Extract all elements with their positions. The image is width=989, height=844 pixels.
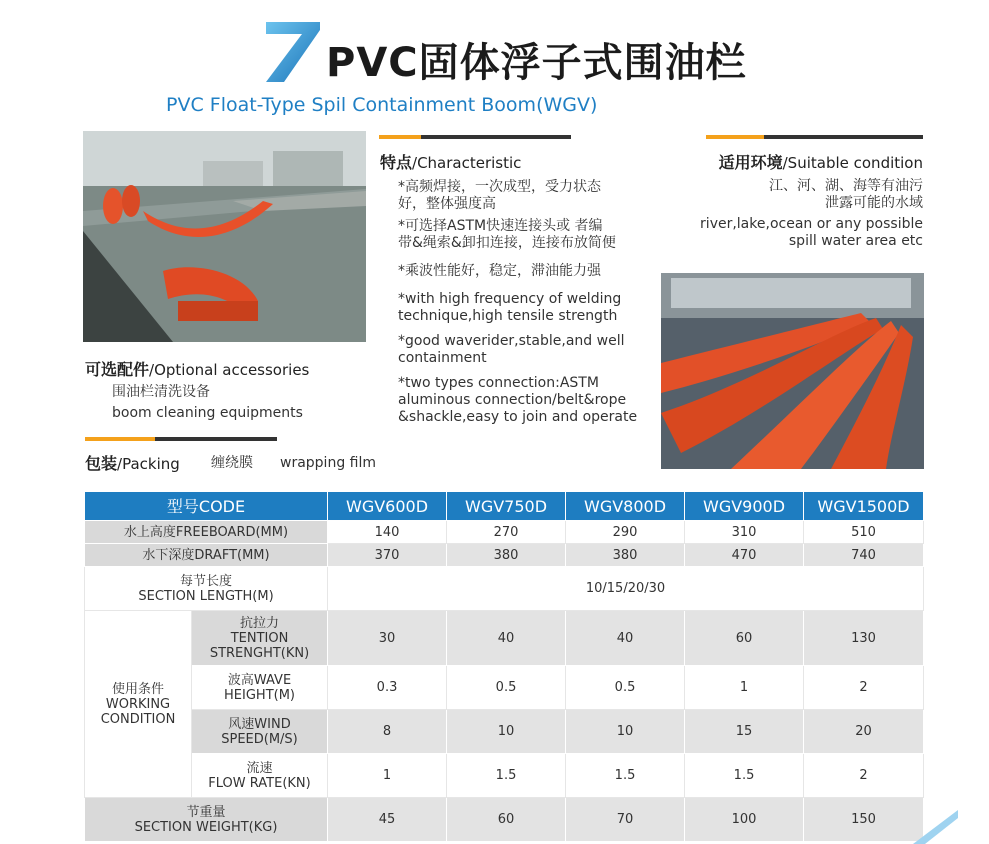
table-cell: 0.5: [566, 666, 685, 710]
table-cell: 270: [447, 521, 566, 544]
table-cell: 380: [566, 544, 685, 567]
table-row-tension: [85, 611, 924, 666]
table-cell: 60: [685, 611, 804, 666]
tension-label-en: TENTION: [230, 630, 289, 646]
spec-table: [84, 491, 924, 842]
row-label: 水上高度FREEBOARD(MM): [85, 521, 328, 544]
table-cell: 1.5: [447, 754, 566, 798]
packing-item-cn: 缠绕膜: [211, 455, 253, 471]
table-cell: 10/15/20/30: [328, 567, 924, 611]
working-condition-label: [85, 611, 192, 798]
table-row-draft: [85, 544, 924, 567]
table-cell: 70: [566, 798, 685, 842]
characteristic-line: &shackle,easy to join and operate: [398, 409, 638, 425]
table-cell: 1: [685, 666, 804, 710]
packing-heading: 包装/Packing: [85, 454, 180, 473]
row-label: [85, 798, 328, 842]
characteristic-line: *two types connection:ASTM: [398, 375, 599, 391]
table-cell: 510: [804, 521, 924, 544]
table-cell: 2: [804, 754, 924, 798]
table-cell: 140: [328, 521, 447, 544]
table-cell: 15: [685, 710, 804, 754]
suitable-line-en: river,lake,ocean or any possible: [700, 216, 923, 232]
flow-label-en: FLOW RATE(KN): [208, 775, 311, 791]
row-label: [192, 666, 328, 710]
table-cell: 130: [804, 611, 924, 666]
row-label: [192, 754, 328, 798]
row-label: [85, 567, 328, 611]
model-header: WGV900D: [685, 492, 804, 521]
table-cell: 0.3: [328, 666, 447, 710]
suitable-heading: 适用环境/Suitable condition: [718, 153, 923, 172]
packing-divider: [85, 437, 277, 441]
working-label-en: WORKING: [105, 696, 171, 712]
suitable-line-en: spill water area etc: [788, 233, 923, 249]
optional-item-en: boom cleaning equipments: [112, 405, 303, 421]
table-row-section-length: [85, 567, 924, 611]
characteristic-line: *可选择ASTM快速连接头或 者编: [398, 218, 603, 234]
page-subtitle: PVC Float-Type Spil Containment Boom(WGV): [166, 94, 598, 116]
section-length-label-en: SECTION LENGTH(M): [138, 588, 274, 604]
table-cell: 470: [685, 544, 804, 567]
table-header-row: [85, 492, 924, 521]
corner-decoration-icon: [913, 810, 958, 844]
characteristic-line: *good waverider,stable,and well: [398, 333, 625, 349]
section-length-label-cn: 每节长度: [180, 573, 233, 589]
wind-label: 风速WIND: [228, 716, 291, 732]
table-cell: 100: [685, 798, 804, 842]
table-cell: 1.5: [685, 754, 804, 798]
wind-label: SPEED(M/S): [221, 731, 298, 747]
tension-label-en: STRENGHT(KN): [209, 645, 310, 661]
logo-seven-icon: [262, 20, 322, 84]
model-header: WGV800D: [566, 492, 685, 521]
characteristic-line: technique,high tensile strength: [398, 308, 618, 324]
table-cell: 10: [566, 710, 685, 754]
wave-label: HEIGHT(M): [224, 687, 295, 703]
flow-label-cn: 流速: [246, 760, 273, 776]
code-header: 型号CODE: [85, 492, 328, 521]
working-label-cn: 使用条件: [111, 681, 164, 697]
table-row-wind: [85, 710, 924, 754]
characteristic-line: 好，整体强度高: [398, 196, 496, 212]
optional-heading: 可选配件/Optional accessories: [85, 360, 310, 379]
table-row-freeboard: [85, 521, 924, 544]
characteristic-line: 带&绳索&卸扣连接，连接布放简便: [398, 235, 616, 251]
tension-label-cn: 抗拉力: [240, 615, 280, 631]
table-cell: 20: [804, 710, 924, 754]
table-cell: 2: [804, 666, 924, 710]
table-cell: 0.5: [447, 666, 566, 710]
table-cell: 380: [447, 544, 566, 567]
model-header: WGV750D: [447, 492, 566, 521]
table-cell: 1: [328, 754, 447, 798]
characteristic-line: *乘波性能好，稳定，滞油能力强: [398, 263, 601, 279]
table-row-flow: [85, 754, 924, 798]
table-cell: 40: [566, 611, 685, 666]
table-cell: 8: [328, 710, 447, 754]
table-cell: 290: [566, 521, 685, 544]
photo-boom-workshop: [661, 273, 924, 469]
characteristic-line: *高频焊接，一次成型，受力状态: [398, 179, 601, 195]
row-label: [192, 710, 328, 754]
table-cell: 10: [447, 710, 566, 754]
working-label-en: CONDITION: [100, 711, 176, 727]
table-cell: 60: [447, 798, 566, 842]
table-cell: 310: [685, 521, 804, 544]
wave-label: 波高WAVE: [227, 672, 292, 688]
characteristic-heading: 特点/Characteristic: [380, 153, 522, 172]
weight-label-en: SECTION WEIGHT(KG): [134, 819, 278, 835]
table-cell: 40: [447, 611, 566, 666]
optional-item-cn: 围油栏清洗设备: [112, 384, 210, 400]
photo-boom-deployment: [83, 131, 366, 342]
row-label: [192, 611, 328, 666]
packing-item-en: wrapping film: [280, 455, 377, 471]
characteristic-divider: [379, 135, 571, 139]
characteristic-line: aluminous connection/belt&rope: [398, 392, 627, 408]
weight-label-cn: 节重量: [186, 804, 226, 820]
suitable-line-cn: 泄露可能的水域: [825, 195, 923, 211]
table-cell: 740: [804, 544, 924, 567]
table-row-weight: [85, 798, 924, 842]
table-row-wave: [85, 666, 924, 710]
table-cell: 150: [804, 798, 924, 842]
model-header: WGV1500D: [804, 492, 924, 521]
suitable-divider: [706, 135, 923, 139]
suitable-line-cn: 江、河、湖、海等有油污: [769, 178, 923, 194]
page-title: PVC固体浮子式围油栏: [326, 40, 747, 86]
model-header: WGV600D: [328, 492, 447, 521]
characteristic-line: containment: [398, 350, 487, 366]
table-cell: 45: [328, 798, 447, 842]
table-cell: 370: [328, 544, 447, 567]
row-label: 水下深度DRAFT(MM): [85, 544, 328, 567]
characteristic-line: *with high frequency of welding: [398, 291, 622, 307]
table-cell: 1.5: [566, 754, 685, 798]
table-cell: 30: [328, 611, 447, 666]
